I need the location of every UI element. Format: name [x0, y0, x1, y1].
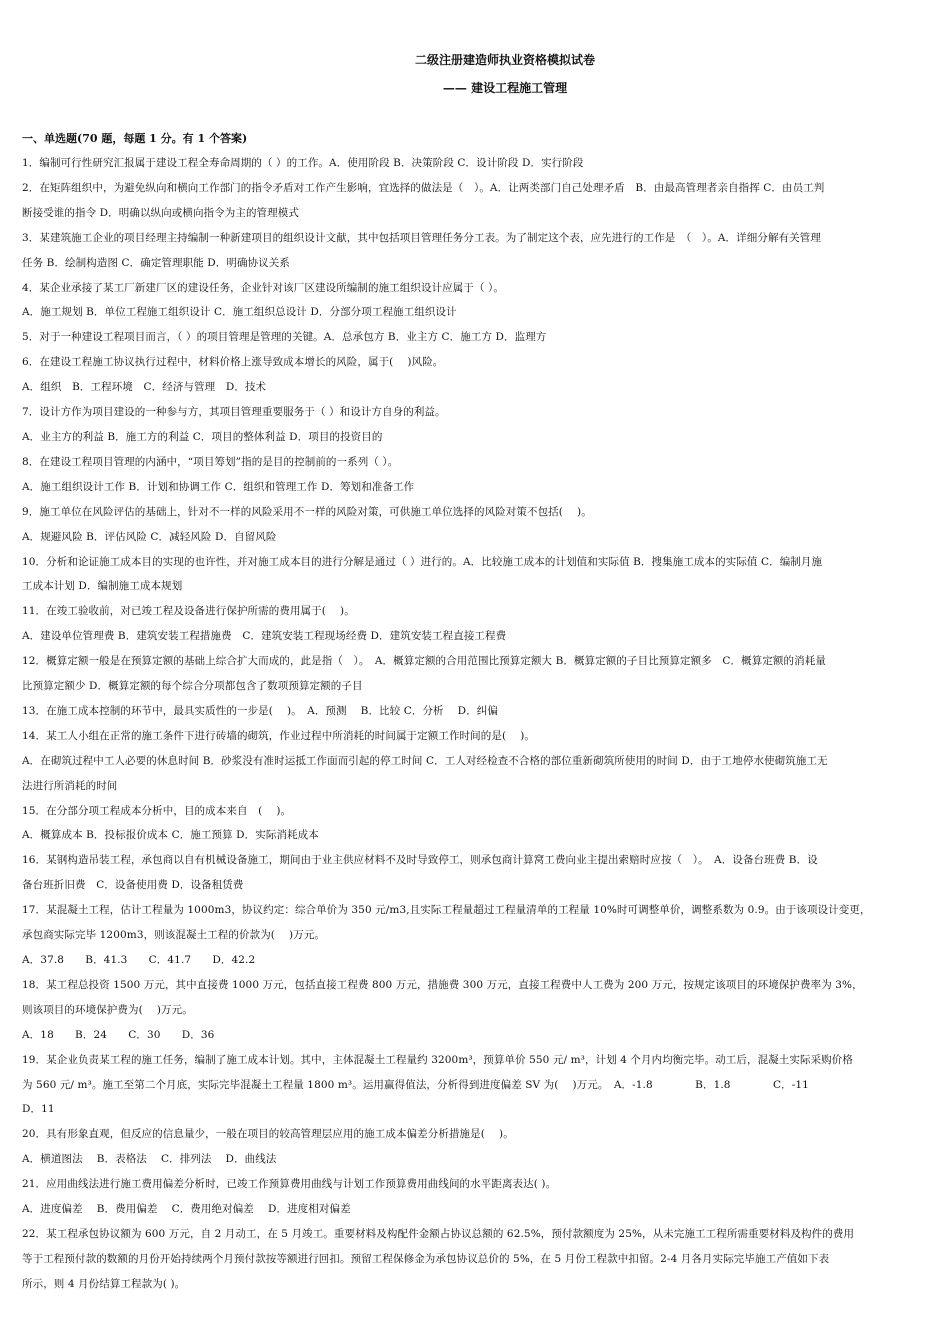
question-line: 任务 B．绘制构造图 C．确定管理职能 D．明确协议关系	[22, 256, 290, 269]
question-line: 18．某工程总投资 1500 万元，其中直接费 1000 万元，包括直接工程费 800 万元，措施费 300 万元，直接工程费中人工费为 200 万元，按规定该项目的环境保护费率为 3%，	[22, 978, 863, 991]
question-list	[22, 151, 928, 1297]
question-line: 11．在竣工验收前，对已竣工程及设备进行保护所需的费用属于( )。	[22, 605, 355, 618]
question-line: 3．某建筑施工企业的项目经理主持编制一种新建项目的组织设计文献，其中包括项目管理任务分工表。为了制定这个表，应先进行的工作是 （ ）。A．详细分解有关管理	[22, 231, 821, 244]
exam-page	[22, 52, 928, 1297]
question-line: 5．对于一种建设工程项目而言，（ ）的项目管理是管理的关键。A．总承包方 B．业主方 C．施工方 D．监理方	[22, 331, 547, 344]
question-line: 16．某钢构造吊装工程，承包商以自有机械设备施工，期间由于业主供应材料不及时导致停工，则承包商计算窝工费向业主提出索赔时应按（ ）。 A．设备台班费 B．设	[22, 854, 818, 867]
question-line: 12．概算定额一般是在预算定额的基础上综合扩大而成的，此是指（ ）。 A．概算定额的合用范围比预算定额大 B．概算定额的子目比预算定额多 C．概算定额的消耗量	[22, 655, 826, 668]
question-line: 2．在矩阵组织中，为避免纵向和横向工作部门的指令矛盾对工作产生影响，宜选择的做法是（ ）。A．让两类部门自己处理矛盾 B．由最高管理者亲自指挥 C．由员工判	[22, 181, 825, 194]
document-title: 二级注册建造师执业资格模拟试卷	[414, 53, 595, 67]
question-line: 9．施工单位在风险评估的基础上，针对不一样的风险采用不一样的风险对策，可供施工单位选择的风险对策不包括( )。	[22, 505, 592, 518]
question-line: 7．设计方作为项目建设的一种参与方，其项目管理重要服务于（ ）和设计方自身的利益。	[22, 406, 446, 419]
question-line: 比预算定额少 D．概算定额的每个综合分项都包含了数项预算定额的子目	[22, 680, 363, 693]
question-line: 4．某企业承接了某工厂新建厂区的建设任务，企业针对该厂区建设所编制的施工组织设计应属于（ ）。	[22, 281, 504, 294]
question-line: A．18 B．24 C．30 D．36	[22, 1028, 215, 1041]
question-line: A．进度偏差 B．费用偏差 C．费用绝对偏差 D．进度相对偏差	[22, 1203, 351, 1216]
question-line: A．施工规划 B．单位工程施工组织设计 C．施工组织总设计 D．分部分项工程施工组织设计	[22, 306, 457, 319]
question-line: 工成本计划 D．编制施工成本规划	[22, 580, 183, 593]
question-line: D．11	[22, 1103, 55, 1116]
question-line: 则该项目的环境保护费为( )万元。	[22, 1003, 193, 1016]
question-line: A．在砌筑过程中工人必要的休息时间 B．砂浆没有准时运抵工作面而引起的停工时间 C．工人对经检查不合格的部位重新砌筑所使用的时间 D．由于工地停水使砌筑施工无	[22, 754, 828, 767]
question-line: 断接受谁的指令 D．明确以纵向或横向指令为主的管理模式	[22, 206, 299, 219]
question-line: 14．某工人小组在正常的施工条件下进行砖墙的砌筑，作业过程中所消耗的时间属于定额工作时间的是( )。	[22, 729, 535, 742]
question-line: 22．某工程承包协议额为 600 万元，自 2 月动工，在 5 月竣工。重要材料及构配件金额占协议总额的 62.5%，预付款额度为 25%，从未完施工工程所需重要材料及构件的费用	[22, 1227, 855, 1240]
question-line: 等于工程预付款的数额的月份开始持续两个月预付款按等额进行回扣。预留工程保修金为承包协议总价的 5%，在 5 月份工程款中扣留。2-4 月各月实际完毕施工产值如下表	[22, 1252, 830, 1265]
question-line: A．横道图法 B．表格法 C．排列法 D．曲线法	[22, 1153, 277, 1166]
question-line: 承包商实际完毕 1200m3，则该混凝土工程的价款为( )万元。	[22, 929, 326, 942]
question-line: A．概算成本 B．投标报价成本 C．施工预算 D．实际消耗成本	[22, 829, 319, 842]
question-line: A．组织 B．工程环境 C．经济与管理 D．技术	[22, 381, 267, 394]
question-line: A．规避风险 B．评估风险 C．减轻风险 D．自留风险	[22, 530, 277, 543]
question-line: 19．某企业负责某工程的施工任务，编制了施工成本计划。其中，主体混凝土工程量约 3200m³，预算单价 550 元/ m³，计划 4 个月内均衡完毕。动工后，混凝土实际采购价格	[22, 1053, 853, 1066]
question-line: A．37.8 B．41.3 C．41.7 D．42.2	[22, 954, 256, 966]
question-line: 8．在建设工程项目管理的内涵中，“项目筹划”指的是目的控制前的一系列（ ）。	[22, 455, 399, 468]
question-line: 1．编制可行性研究汇报属于建设工程全寿命周期的（ ）的工作。A．使用阶段 B．决策阶段 C．设计阶段 D．实行阶段	[22, 157, 584, 169]
question-line: 17．某混凝土工程，估计工程量为 1000m3，协议约定：综合单价为 350 元/m3,且实际工程量超过工程量清单的工程量 10%时可调整单价，调整系数为 0.9。由于该项设计变更，	[22, 904, 871, 917]
question-line: A．业主方的利益 B．施工方的利益 C．项目的整体利益 D．项目的投资目的	[22, 430, 383, 443]
document-subtitle: —— 建设工程施工管理	[442, 81, 568, 95]
question-line: 6．在建设工程施工协议执行过程中，材料价格上涨导致成本增长的风险，属于( )风险。	[22, 356, 444, 369]
question-line: 为 560 元/ m³。施工至第二个月底，实际完毕混凝土工程量 1800 m³。运用赢得值法，分析得到进度偏差 SV 为( )万元。 A．-1.8 B．1.8 C．-11	[22, 1078, 809, 1091]
question-line: 15．在分部分项工程成本分析中，目的成本来自 ( )。	[22, 804, 292, 817]
question-line: 所示，则 4 月份结算工程款为( )。	[22, 1277, 186, 1290]
question-line: 21．应用曲线法进行施工费用偏差分析时，已竣工作预算费用曲线与计划工作预算费用曲线间的水平距离表达( )。	[22, 1178, 557, 1191]
question-line: A．建设单位管理费 B．建筑安装工程措施费 C．建筑安装工程现场经费 D．建筑安装工程直接工程费	[22, 630, 507, 643]
question-line: 13．在施工成本控制的环节中，最具实质性的一步是( )。 A．预测 B．比较 C．分析 D．纠偏	[22, 704, 499, 717]
question-line: 20．具有形象直观，但反应的信息量少，一般在项目的较高管理层应用的施工成本偏差分析措施是( )。	[22, 1128, 514, 1141]
question-line: 10．分析和论证施工成本目的实现的也许性，并对施工成本目的进行分解是通过（ ）进行的。A．比较施工成本的计划值和实际值 B．搜集施工成本的实际值 C．编制月施	[22, 555, 823, 568]
section-heading: 一、单选题(70 题，每题 1 分。有 1 个答案)	[22, 132, 248, 145]
question-line: 法进行所消耗的时间	[22, 779, 118, 792]
question-line: A．施工组织设计工作 B．计划和协调工作 C．组织和管理工作 D．筹划和准备工作	[22, 480, 415, 493]
question-line: 备台班折旧费 C．设备使用费 D．设备租赁费	[22, 879, 244, 892]
